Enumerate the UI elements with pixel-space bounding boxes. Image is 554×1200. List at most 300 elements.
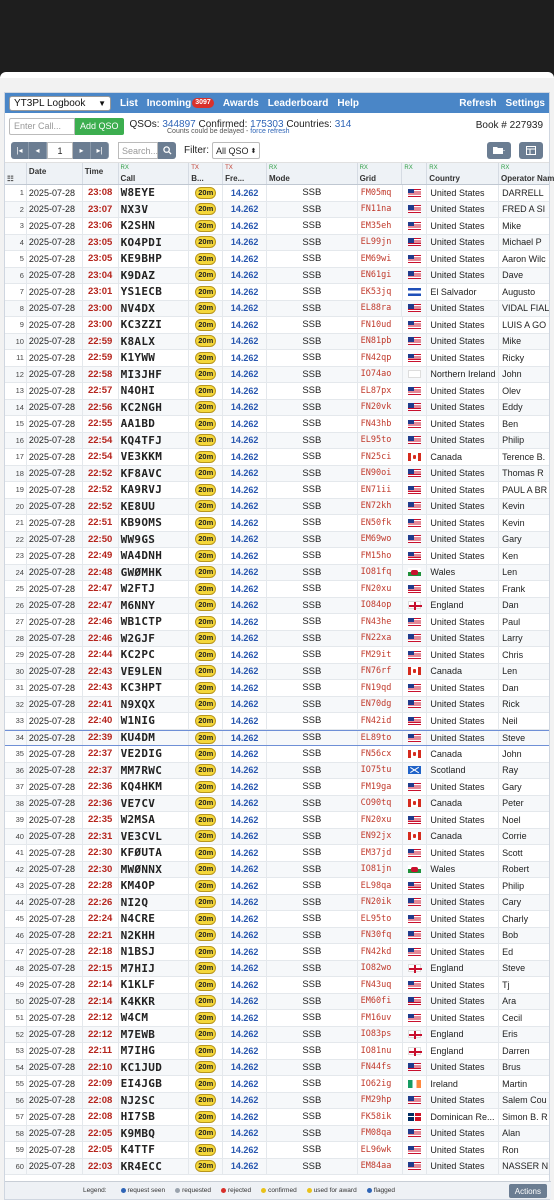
- cell-country: United States: [427, 631, 499, 647]
- cell-mode: SSB: [267, 301, 358, 317]
- row-number: 6: [5, 268, 27, 284]
- table-row[interactable]: [5, 548, 549, 565]
- cell-grid: IO74ao: [358, 367, 403, 383]
- first-page-button[interactable]: |◂: [11, 142, 29, 159]
- table-row[interactable]: [5, 713, 549, 730]
- cell-time: 22:30: [83, 845, 119, 861]
- cell-operator: Aaron Wilc: [502, 253, 546, 264]
- flag-icon: [408, 271, 421, 279]
- row-number: 52: [5, 1027, 27, 1043]
- table-row[interactable]: [5, 944, 549, 961]
- cell-operator: PAUL A BR: [502, 484, 548, 495]
- table-row[interactable]: [5, 1076, 549, 1093]
- table-row[interactable]: [5, 202, 549, 219]
- pager-row: [5, 139, 549, 163]
- table-row[interactable]: [5, 416, 549, 433]
- flag-icon: [408, 948, 421, 956]
- table-row[interactable]: [5, 1027, 549, 1044]
- row-number: 49: [5, 977, 27, 993]
- row-number: 46: [5, 928, 27, 944]
- layout-button[interactable]: [519, 142, 543, 159]
- next-page-button[interactable]: ▸: [73, 142, 91, 159]
- table-row[interactable]: [5, 1126, 549, 1143]
- add-qso-button[interactable]: Add QSO: [75, 118, 124, 135]
- cell-time: 22:24: [83, 911, 119, 927]
- cell-grid: FN20ik: [358, 895, 403, 911]
- cell-grid: FN56cx: [358, 746, 403, 762]
- cell-call: GWØMHK: [119, 565, 190, 581]
- cell-mode: SSB: [267, 631, 358, 647]
- row-number: 59: [5, 1142, 27, 1158]
- header-band[interactable]: TX B...: [189, 163, 223, 184]
- actions-button[interactable]: Actions: [509, 1184, 547, 1198]
- row-number: 33: [5, 713, 27, 729]
- cell-flag: [403, 812, 428, 828]
- table-row[interactable]: [5, 862, 549, 879]
- cell-band: [189, 994, 223, 1010]
- cell-country: United States: [427, 202, 499, 218]
- legend-item: [307, 1187, 357, 1194]
- header-date[interactable]: Date: [27, 163, 83, 184]
- band-badge: 20m: [195, 187, 216, 199]
- row-number: 18: [5, 466, 27, 482]
- cell-operator: Neil: [502, 715, 518, 726]
- header-mode[interactable]: RX Mode: [267, 163, 358, 184]
- cell-flag: [403, 631, 428, 647]
- cell-mode: SSB: [267, 334, 358, 350]
- cell-freq: 14.262: [223, 466, 267, 482]
- cell-grid: IO82wo: [358, 961, 403, 977]
- row-number: 37: [5, 779, 27, 795]
- cell-grid: EN92jx: [358, 829, 403, 845]
- table-row[interactable]: [5, 895, 549, 912]
- cell-time: 22:18: [83, 944, 119, 960]
- cell-time: 22:14: [83, 977, 119, 993]
- table-row[interactable]: [5, 482, 549, 499]
- flag-icon: [408, 832, 421, 840]
- cell-grid: FN43uq: [358, 977, 403, 993]
- legend-dot-icon: [261, 1188, 266, 1193]
- table-row[interactable]: [5, 301, 549, 318]
- cell-country: United States: [427, 416, 499, 432]
- table-row[interactable]: [5, 631, 549, 648]
- cell-operator: Charly: [502, 913, 529, 924]
- table-row[interactable]: [5, 878, 549, 895]
- cell-time: 22:49: [83, 548, 119, 564]
- cell-band: [189, 614, 223, 630]
- cell-freq: 14.262: [223, 598, 267, 614]
- cell-country: United States: [427, 994, 499, 1010]
- flag-icon: [408, 222, 421, 230]
- table-row[interactable]: [5, 466, 549, 483]
- cell-band: [189, 565, 223, 581]
- cell-country: United States: [427, 680, 499, 696]
- cell-band: [189, 911, 223, 927]
- cell-freq: 14.262: [223, 202, 267, 218]
- table-row[interactable]: [5, 235, 549, 252]
- countries-count: 314: [334, 118, 352, 130]
- table-row[interactable]: [5, 598, 549, 615]
- folder-menu-button[interactable]: [487, 142, 511, 159]
- cell-date: 2025-07-28: [27, 944, 83, 960]
- cell-mode: SSB: [267, 202, 358, 218]
- cell-grid: EK53jq: [358, 284, 403, 300]
- table-row[interactable]: [5, 1109, 549, 1126]
- table-row[interactable]: [5, 499, 549, 516]
- table-row[interactable]: [5, 961, 549, 978]
- logbook-app: [4, 92, 554, 1200]
- table-row[interactable]: [5, 614, 549, 631]
- cell-operator: Ara: [502, 996, 517, 1007]
- cell-band: [189, 1093, 223, 1109]
- band-badge: 20m: [195, 220, 216, 232]
- band-badge: 20m: [195, 732, 216, 744]
- book-number: Book # 227939: [475, 120, 543, 131]
- cell-freq: 14.262: [223, 845, 267, 861]
- flag-icon: [408, 205, 421, 213]
- cell-call: VE7CV: [119, 796, 190, 812]
- cell-country: United States: [427, 878, 499, 894]
- cell-operator: Ron: [502, 1144, 519, 1155]
- cell-time: 22:41: [83, 697, 119, 713]
- cell-time: 22:52: [83, 482, 119, 498]
- cell-time: 22:43: [83, 664, 119, 680]
- table-row[interactable]: [5, 994, 549, 1011]
- cell-mode: SSB: [267, 1060, 358, 1076]
- cell-flag: [402, 301, 427, 317]
- cell-grid: EL87px: [358, 383, 403, 399]
- cell-freq: 14.262: [223, 400, 267, 416]
- cell-date: 2025-07-28: [27, 1010, 83, 1026]
- band-badge: 20m: [195, 385, 216, 397]
- cell-freq: 14.262: [223, 697, 267, 713]
- flag-icon: [408, 354, 421, 362]
- header-grid[interactable]: RX Grid: [358, 163, 403, 184]
- search-button[interactable]: [158, 142, 176, 159]
- flag-icon: [408, 931, 421, 939]
- cell-operator: Gary: [502, 781, 522, 792]
- filter-select[interactable]: [212, 142, 260, 159]
- flag-icon: [408, 634, 421, 642]
- cell-time: 22:21: [83, 928, 119, 944]
- band-badge: 20m: [195, 1144, 216, 1156]
- table-row[interactable]: [5, 251, 549, 268]
- cell-grid: FN42id: [358, 713, 403, 729]
- chevron-down-icon: ▼: [98, 98, 106, 108]
- cell-date: 2025-07-28: [27, 1126, 83, 1142]
- search-input[interactable]: Search...: [118, 142, 158, 159]
- band-badge: 20m: [195, 467, 216, 479]
- table-row[interactable]: [5, 779, 549, 796]
- nav-awards[interactable]: Awards: [222, 97, 259, 109]
- cell-flag: [403, 251, 428, 267]
- table-row[interactable]: [5, 1142, 549, 1159]
- cell-country: United States: [427, 1060, 499, 1076]
- table-row[interactable]: [5, 977, 549, 994]
- nav-list[interactable]: List: [120, 97, 138, 109]
- cell-country: United States: [427, 895, 499, 911]
- cell-country: Wales: [427, 862, 499, 878]
- cell-country: United States: [427, 532, 499, 548]
- cell-date: 2025-07-28: [27, 515, 83, 531]
- row-number: 23: [5, 548, 27, 564]
- cell-time: 22:52: [83, 499, 119, 515]
- cell-mode: SSB: [267, 829, 358, 845]
- table-row[interactable]: [5, 581, 549, 598]
- cell-operator: Terence B.: [502, 451, 546, 462]
- cell-operator: Mike: [502, 220, 522, 231]
- cell-country: United States: [427, 218, 499, 234]
- call-input[interactable]: Enter Call...: [9, 118, 75, 135]
- table-row[interactable]: [5, 284, 549, 301]
- table-row[interactable]: [5, 845, 549, 862]
- table-row[interactable]: [5, 400, 549, 417]
- device-top-bar: [0, 0, 554, 78]
- cell-date: 2025-07-28: [27, 647, 83, 663]
- nav-leaderboard[interactable]: Leaderboard: [267, 97, 329, 109]
- nav-incoming[interactable]: [147, 98, 214, 109]
- table-row[interactable]: [5, 1060, 549, 1077]
- row-number: 36: [5, 763, 27, 779]
- cell-country: United States: [427, 845, 499, 861]
- flag-icon: [408, 403, 421, 411]
- cell-freq: 14.262: [223, 433, 267, 449]
- cell-date: 2025-07-28: [27, 1093, 83, 1109]
- header-country[interactable]: RX Country: [427, 163, 499, 184]
- cell-call: VE9LEN: [119, 664, 190, 680]
- cell-flag: [403, 515, 428, 531]
- columns-icon: [526, 146, 536, 155]
- cell-operator: Steve: [502, 963, 526, 974]
- table-row[interactable]: [5, 383, 549, 400]
- cell-call: N2KHH: [119, 928, 190, 944]
- band-badge: 20m: [195, 1045, 216, 1057]
- cell-operator: Cecil: [502, 1012, 523, 1023]
- row-number: 38: [5, 796, 27, 812]
- cell-operator: Peter: [502, 798, 524, 809]
- cell-freq: 14.262: [223, 862, 267, 878]
- cell-flag: [403, 961, 428, 977]
- table-row[interactable]: [5, 730, 549, 747]
- table-row[interactable]: [5, 697, 549, 714]
- header-time[interactable]: Time: [83, 163, 119, 184]
- table-row[interactable]: [5, 796, 549, 813]
- cell-freq: 14.262: [223, 482, 267, 498]
- table-row[interactable]: [5, 218, 549, 235]
- band-badge: 20m: [195, 401, 216, 413]
- cell-time: 22:05: [83, 1126, 119, 1142]
- cell-operator: Ricky: [502, 352, 525, 363]
- table-row[interactable]: [5, 449, 549, 466]
- table-row[interactable]: [5, 647, 549, 664]
- cell-grid: EM84aa: [358, 1159, 403, 1175]
- table-row[interactable]: [5, 829, 549, 846]
- cell-country: United States: [427, 812, 499, 828]
- table-row[interactable]: [5, 1043, 549, 1060]
- force-refresh-link[interactable]: force refresh: [250, 128, 290, 135]
- cell-call: M7EWB: [119, 1027, 190, 1043]
- cell-date: 2025-07-28: [27, 977, 83, 993]
- table-row[interactable]: [5, 268, 549, 285]
- cell-flag: [403, 1027, 428, 1043]
- cell-grid: EM60fi: [358, 994, 403, 1010]
- flag-icon: [408, 667, 421, 675]
- table-row[interactable]: [5, 367, 549, 384]
- row-number: 26: [5, 598, 27, 614]
- cell-time: 22:26: [83, 895, 119, 911]
- cell-freq: 14.262: [223, 301, 267, 317]
- cell-operator: Steve: [502, 732, 526, 743]
- cell-flag: [403, 697, 428, 713]
- table-row[interactable]: [5, 746, 549, 763]
- row-number: 54: [5, 1060, 27, 1076]
- table-row[interactable]: [5, 350, 549, 367]
- cell-flag: [403, 317, 428, 333]
- prev-page-button[interactable]: ◂: [29, 142, 47, 159]
- legend-item: [261, 1187, 297, 1194]
- cell-band: [189, 746, 223, 762]
- cell-mode: SSB: [267, 499, 358, 515]
- cell-call: N9XQX: [119, 697, 190, 713]
- flag-icon: [408, 189, 421, 197]
- cell-mode: SSB: [267, 878, 358, 894]
- cell-band: [189, 284, 223, 300]
- table-row[interactable]: [5, 1159, 549, 1176]
- refresh-button[interactable]: Refresh: [459, 97, 497, 109]
- cell-freq: 14.262: [223, 614, 267, 630]
- cell-band: [189, 449, 223, 465]
- cell-freq: 14.262: [223, 796, 267, 812]
- cell-country: United States: [427, 400, 499, 416]
- cell-operator: Michael P: [502, 237, 542, 248]
- row-number: 25: [5, 581, 27, 597]
- last-page-button[interactable]: ▸|: [91, 142, 109, 159]
- cell-freq: 14.262: [223, 334, 267, 350]
- cell-call: K2SHN: [119, 218, 190, 234]
- cell-call: N1BSJ: [119, 944, 190, 960]
- cell-time: 22:37: [83, 763, 119, 779]
- cell-band: [189, 499, 223, 515]
- cell-mode: SSB: [267, 713, 358, 729]
- band-badge: 20m: [195, 368, 216, 380]
- table-row[interactable]: [5, 515, 549, 532]
- band-badge: 20m: [195, 995, 216, 1007]
- cell-band: [189, 581, 223, 597]
- cell-call: KA9RVJ: [119, 482, 190, 498]
- band-badge: 20m: [195, 599, 216, 611]
- cell-flag: [403, 1076, 428, 1092]
- nav-help[interactable]: Help: [337, 97, 360, 109]
- cell-grid: EL88ra: [358, 301, 403, 317]
- cell-time: 22:28: [83, 878, 119, 894]
- cell-grid: FM29hp: [358, 1093, 403, 1109]
- cell-date: 2025-07-28: [27, 664, 83, 680]
- table-row[interactable]: [5, 664, 549, 681]
- table-row[interactable]: [5, 911, 549, 928]
- logbook-select[interactable]: [9, 96, 111, 111]
- cell-band: [189, 598, 223, 614]
- cell-mode: SSB: [267, 598, 358, 614]
- cell-band: [189, 977, 223, 993]
- table-row[interactable]: [5, 763, 549, 780]
- table-row[interactable]: [5, 680, 549, 697]
- cell-flag: [403, 350, 428, 366]
- cell-call: KR4ECC: [119, 1159, 190, 1175]
- band-badge: 20m: [195, 533, 216, 545]
- cell-flag: [403, 367, 428, 383]
- cell-country: United States: [427, 713, 499, 729]
- legend-dot-icon: [221, 1188, 226, 1193]
- cell-grid: FN42qp: [358, 350, 403, 366]
- cell-flag: [403, 664, 428, 680]
- cell-flag: [403, 383, 428, 399]
- cell-freq: 14.262: [223, 449, 267, 465]
- table-row[interactable]: [5, 334, 549, 351]
- cell-operator: Dave: [502, 270, 524, 281]
- table-row[interactable]: [5, 565, 549, 582]
- cell-freq: 14.262: [223, 1159, 267, 1175]
- header-flag[interactable]: RX: [402, 163, 427, 184]
- band-badge: 20m: [195, 418, 216, 430]
- cell-operator: Eris: [502, 1029, 518, 1040]
- table-row[interactable]: [5, 185, 549, 202]
- row-number: 42: [5, 862, 27, 878]
- incoming-count-badge: 3097: [192, 98, 214, 108]
- cell-call: VE3CVL: [119, 829, 190, 845]
- cell-grid: EN70dg: [358, 697, 403, 713]
- header-operator[interactable]: RX Operator Nam: [501, 165, 554, 183]
- cell-band: [189, 845, 223, 861]
- cell-country: United States: [427, 1142, 499, 1158]
- cell-call: NX3V: [119, 202, 190, 218]
- cell-band: [189, 548, 223, 564]
- page-number-input[interactable]: 1: [47, 142, 73, 159]
- table-row[interactable]: [5, 928, 549, 945]
- table-row[interactable]: [5, 433, 549, 450]
- cell-mode: SSB: [267, 515, 358, 531]
- row-number: 20: [5, 499, 27, 515]
- header-call[interactable]: RX Call: [119, 163, 190, 184]
- cell-flag: [403, 977, 428, 993]
- table-row[interactable]: [5, 1093, 549, 1110]
- cell-country: United States: [427, 350, 499, 366]
- table-row[interactable]: [5, 532, 549, 549]
- cell-call: W4CM: [119, 1010, 190, 1026]
- cell-country: United States: [427, 1126, 499, 1142]
- cell-operator: Bob: [502, 930, 519, 941]
- flag-icon: [408, 601, 421, 609]
- cell-operator: Kevin: [502, 501, 525, 512]
- cell-time: 23:01: [83, 284, 119, 300]
- cell-freq: 14.262: [223, 1076, 267, 1092]
- band-badge: 20m: [195, 616, 216, 628]
- cell-freq: 14.262: [223, 367, 267, 383]
- table-row[interactable]: [5, 317, 549, 334]
- cell-flag: [403, 268, 428, 284]
- cell-band: [189, 433, 223, 449]
- cell-call: KC1JUD: [119, 1060, 190, 1076]
- cell-mode: SSB: [267, 383, 358, 399]
- table-row[interactable]: [5, 1010, 549, 1027]
- settings-button[interactable]: Settings: [505, 97, 545, 109]
- cell-time: 22:59: [83, 334, 119, 350]
- cell-grid: FN42kd: [358, 944, 403, 960]
- cell-operator: Eddy: [502, 402, 523, 413]
- cell-mode: SSB: [267, 895, 358, 911]
- cell-time: 22:55: [83, 416, 119, 432]
- table-row[interactable]: [5, 812, 549, 829]
- header-freq[interactable]: TX Fre...: [223, 163, 267, 184]
